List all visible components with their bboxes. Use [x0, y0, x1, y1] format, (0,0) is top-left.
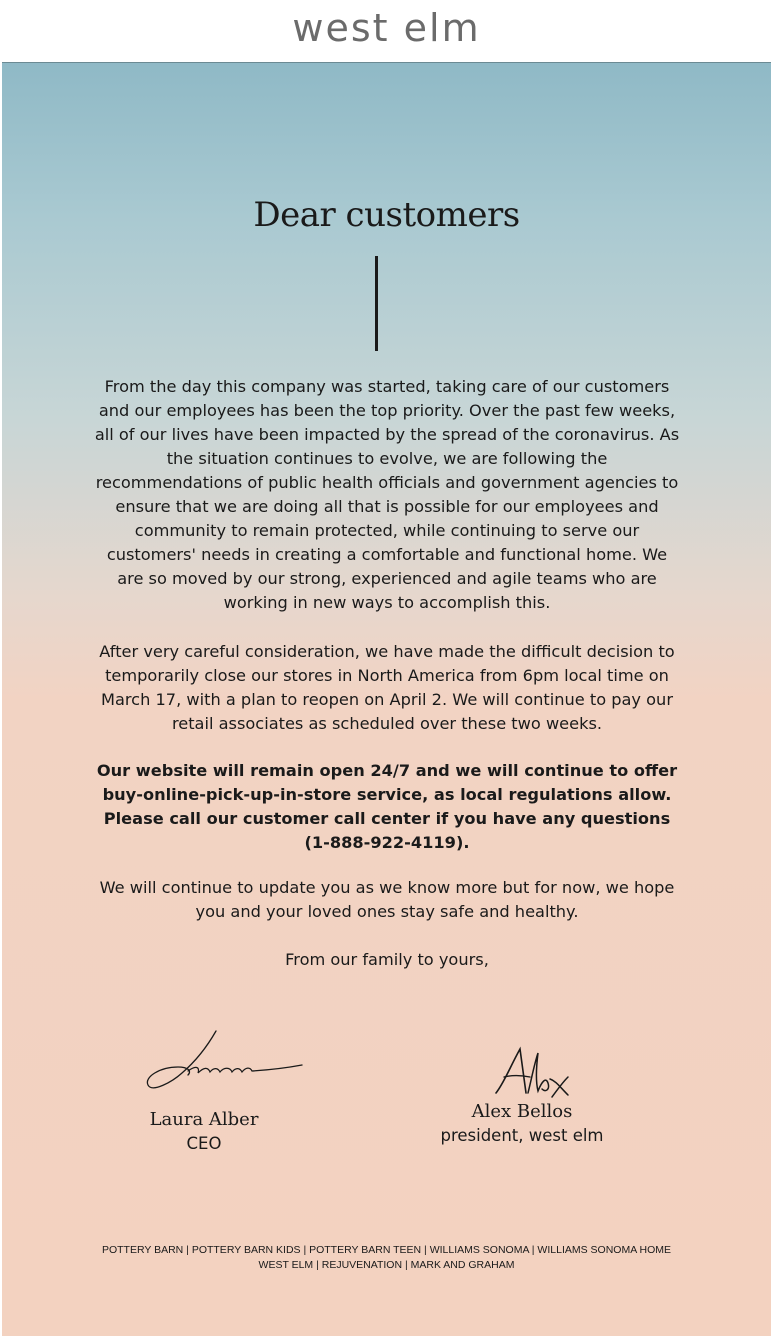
paragraph-closing: From our family to yours,	[285, 950, 489, 969]
vertical-divider	[375, 256, 378, 351]
paragraph-intro: From the day this company was started, taking care of our customers and our employees has been the top priority. Over the past few weeks, all of our lives have been impacted by the spread of the coronavirus. As the situation continues to evolve, we are following the recommendations of public health officials and government agencies to ensure that we are doing all that is possible for our employees and community to remain protected, while continuing to serve our customers' needs in creating a comfortable and functional home. We are so moved by our strong, experienced and agile teams who are working in new ways to accomplish this.	[94, 377, 680, 612]
footer-brands-line-2[interactable]: WEST ELM | REJUVENATION | MARK AND GRAHAM	[258, 1259, 515, 1271]
brand-footer	[42, 1243, 731, 1273]
signer-name-alex: Alex Bellos	[471, 1101, 573, 1122]
paragraph-updates: We will continue to update you as we know more but for now, we hope you and your loved ones stay safe and healthy.	[99, 878, 675, 921]
letter-panel	[2, 62, 771, 1336]
paragraph-website-open: Our website will remain open 24/7 and we will continue to offer buy-online-pick-up-in-store service, as local regulations allow. Please call our customer call center if you have any questions (1-888-922-4119).	[96, 761, 678, 852]
west-elm-logo[interactable]: west elm	[292, 6, 481, 50]
laura-signature	[138, 1027, 308, 1097]
header	[0, 0, 773, 62]
alex-signature	[490, 1043, 580, 1103]
signer-title-alex: president, west elm	[440, 1126, 604, 1145]
footer-brands-line-1[interactable]: POTTERY BARN | POTTERY BARN KIDS | POTTERY BARN TEEN | WILLIAMS SONOMA | WILLIAMS SONOMA HOME	[101, 1244, 672, 1256]
signer-title-laura: CEO	[186, 1134, 222, 1153]
signer-name-laura: Laura Alber	[149, 1109, 259, 1130]
letter-title: Dear customers	[253, 195, 520, 235]
paragraph-store-closure: After very careful consideration, we have made the difficult decision to temporarily close our stores in North America from 6pm local time on March 17, with a plan to reopen on April 2. We will continue to pay our retail associates as scheduled over these two weeks.	[99, 642, 675, 733]
